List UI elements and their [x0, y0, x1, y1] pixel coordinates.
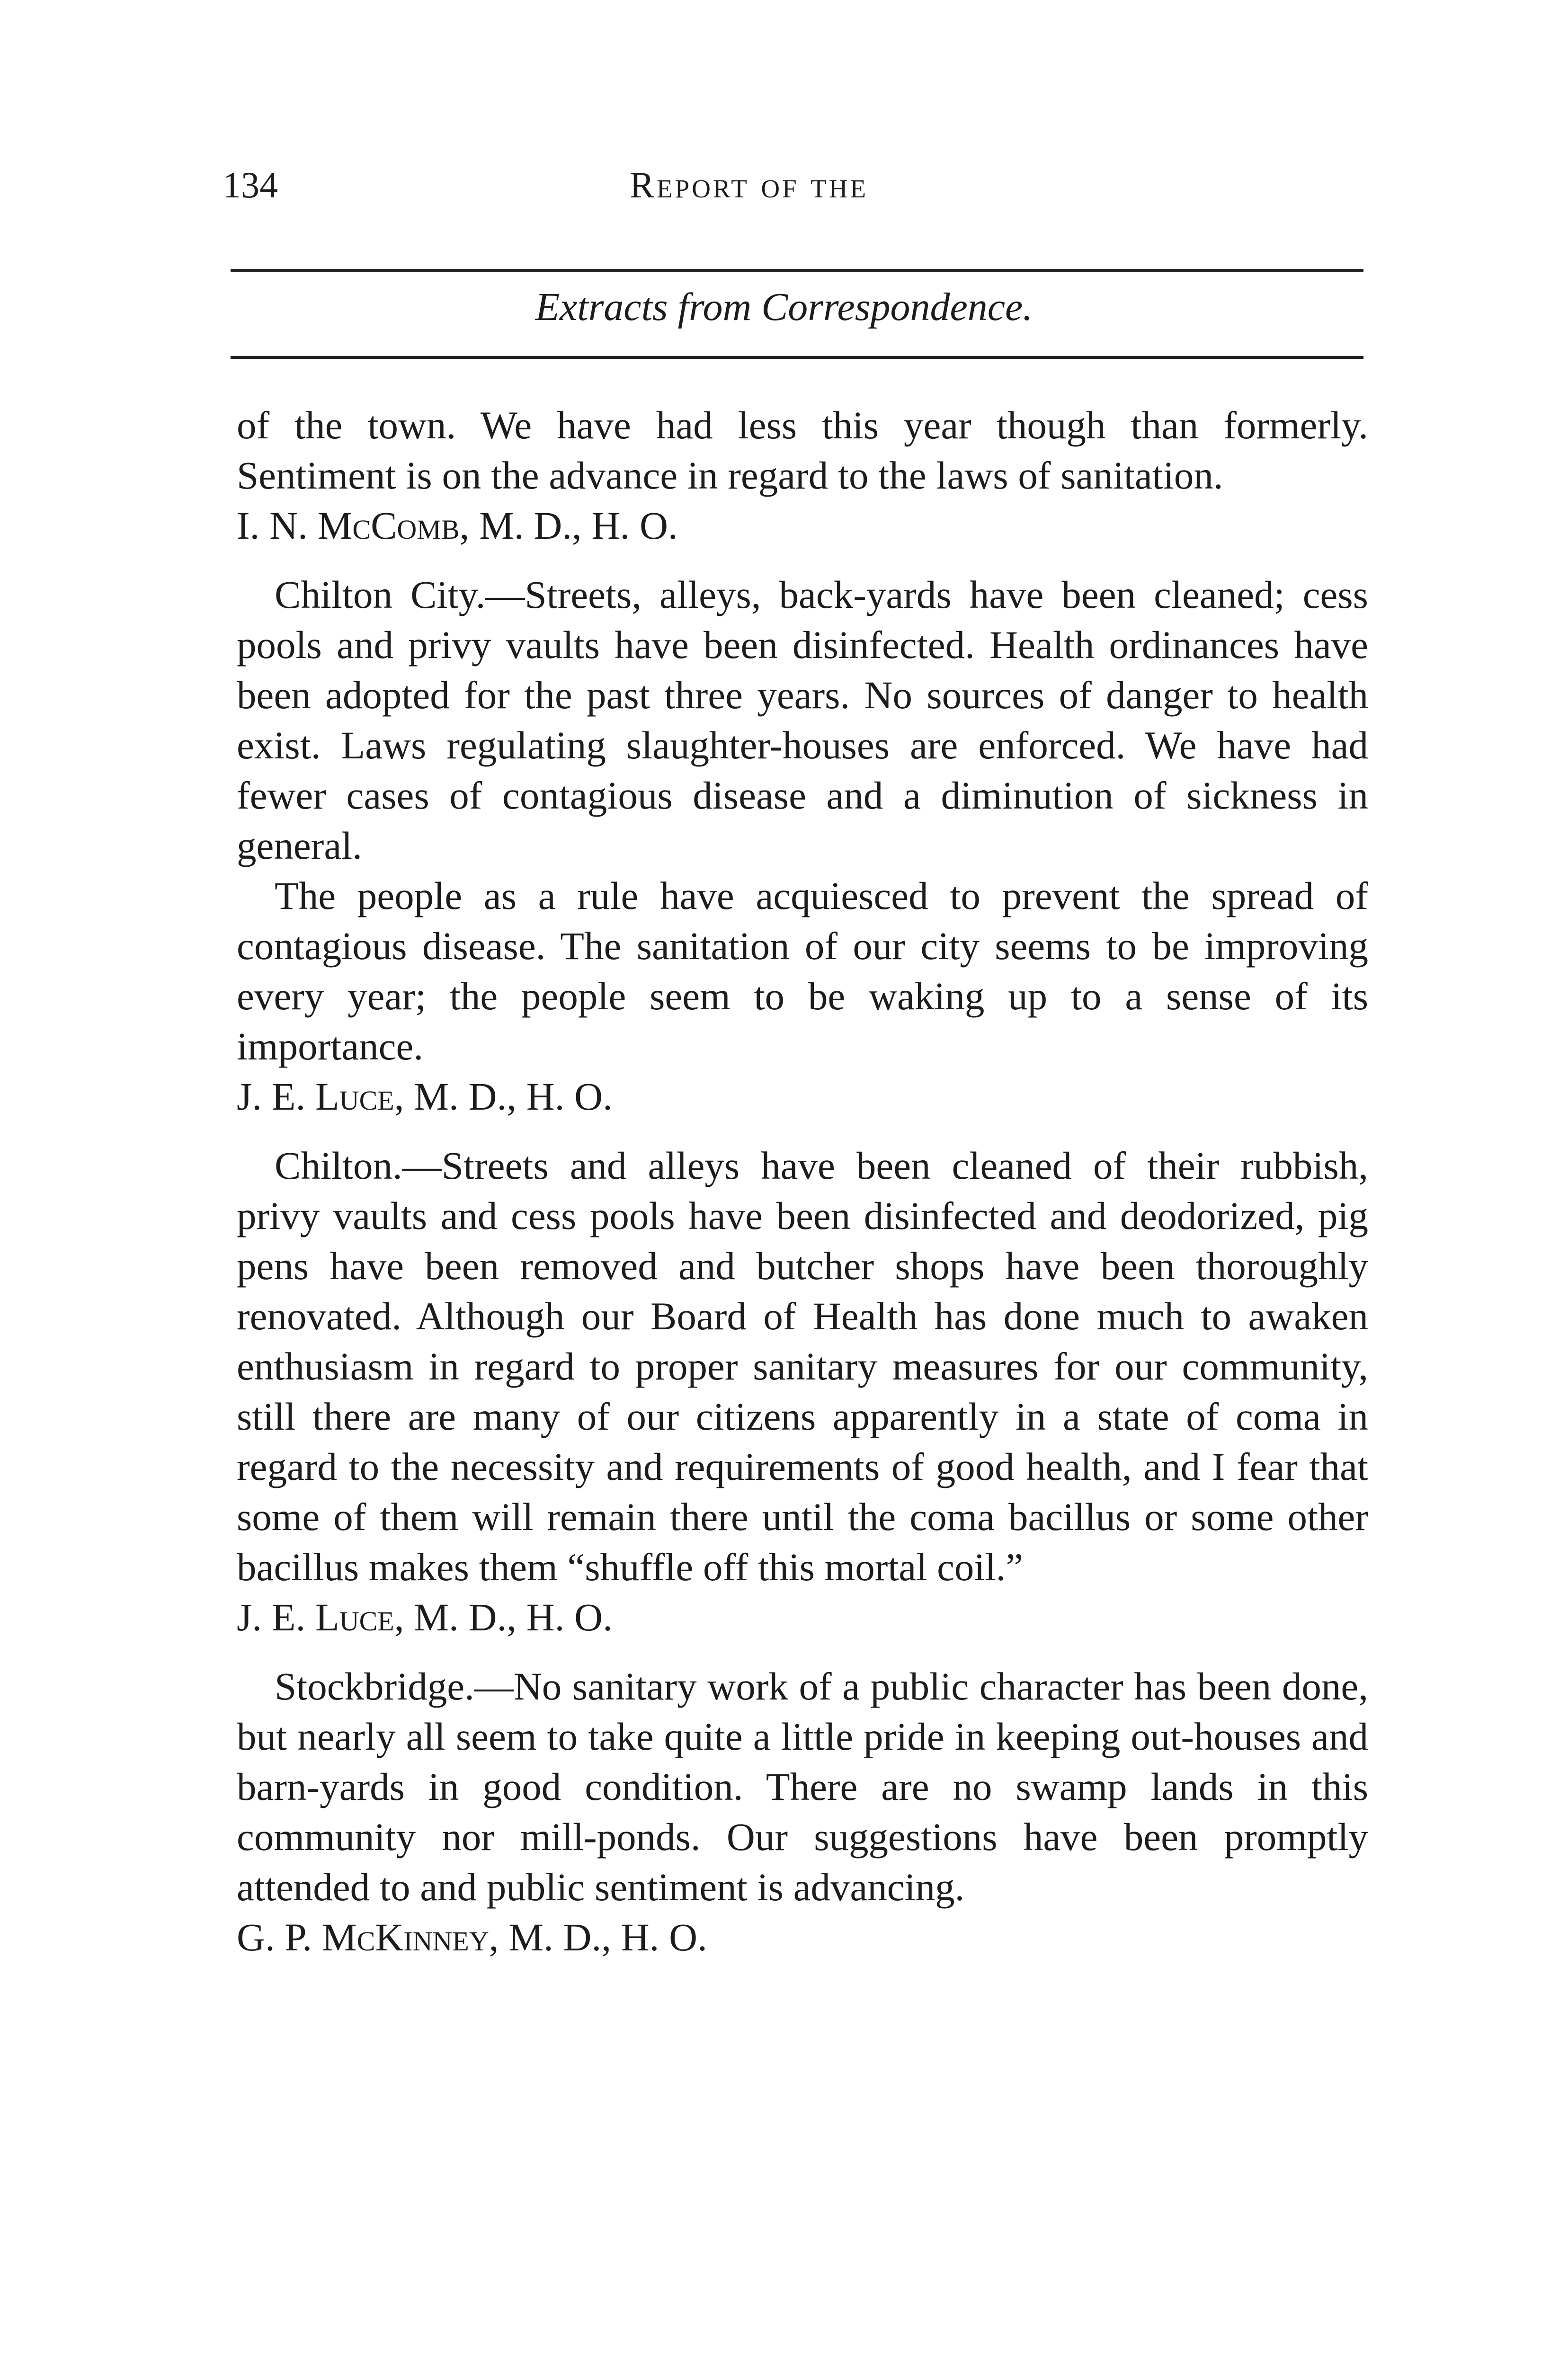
paragraph-text: —No sanitary work of a public character has been done, but nearly all seem to take quite a little pride in keeping out-houses and barn-yards in good condition. There are no swamp lands in this community nor mill-ponds. Our suggestions have been promptly attended to and public sentiment is advancing. [237, 1664, 1368, 1909]
entry-chilton [237, 1140, 1368, 1642]
running-head-text: Report of the [630, 164, 869, 205]
entry-paragraph [237, 1661, 1368, 1912]
running-head [630, 164, 868, 206]
entry-chilton-city [237, 570, 1368, 1121]
body-text [237, 400, 1368, 1962]
entry-paragraph [237, 1140, 1368, 1592]
paragraph-text: —Streets, alleys, back-yards have been cleaned; cess pools and privy vaults have been disinfected. Health ordinances have been adopted for the past three years. No sources of danger to health exist. Laws regulating slaughter-houses are enforced. We have had fewer cases of contagious disease and a diminution of sickness in general. [237, 573, 1368, 867]
signature: J. E. Luce, M. D., H. O. [237, 1075, 613, 1118]
paragraph-text: —Streets and alleys have been cleaned of their rubbish, privy vaults and cess pools have been disinfected and deodorized, pig pens have been removed and butcher shops have been thoroughly renovated. Although our Board of Health has done much to awaken enthusiasm in regard to proper sanitary measures for our community, still there are many of our citizens apparently in a state of coma in regard to the necessity and requirements of good health, and I fear that some of them will remain there until the coma bacillus or some other bacillus makes them “shuffle off this mortal coil.” [237, 1144, 1368, 1589]
header-rule-bottom [231, 356, 1363, 359]
header-rule-top [231, 269, 1363, 272]
entry-stockbridge [237, 1661, 1368, 1962]
signature: G. P. McKinney, M. D., H. O. [237, 1915, 707, 1959]
signature: I. N. McComb, M. D., H. O. [237, 504, 678, 547]
page-number: 134 [223, 164, 278, 205]
place-name: Stockbridge. [275, 1664, 474, 1708]
entry-paragraph: of the town. We have had less this year though than formerly. Sentiment is on the advance in regard to the laws of sanitation. [237, 403, 1368, 497]
place-name: Chilton. [275, 1144, 402, 1187]
section-title: Extracts from Correspondence. [535, 285, 1033, 329]
place-name: Chilton City. [275, 573, 486, 616]
entry-mccomb [237, 400, 1368, 551]
entry-paragraph: The people as a rule have acquiesced to prevent the spread of contagious disease. The sanitation of our city seems to be improving every year; the people seem to be waking up to a sense of its importance. [237, 874, 1368, 1068]
signature: J. E. Luce, M. D., H. O. [237, 1595, 613, 1639]
entry-paragraph [237, 570, 1368, 871]
